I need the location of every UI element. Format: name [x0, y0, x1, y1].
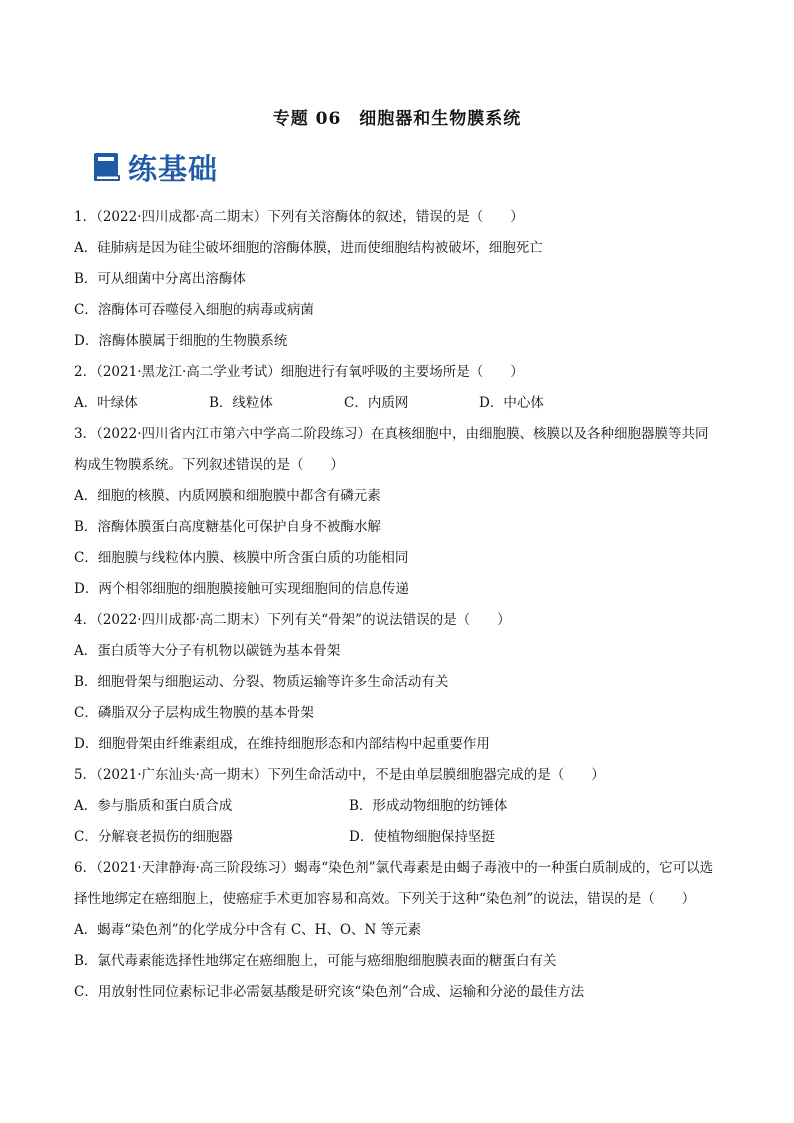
option-d: D．溶酶体膜属于细胞的生物膜系统 [74, 333, 288, 349]
option-a: A．蝎毒“染色剂”的化学成分中含有 C、H、O、N 等元素 [74, 922, 422, 938]
question-3 [74, 419, 724, 605]
question-4 [74, 605, 724, 760]
question-1 [74, 202, 724, 357]
option-a: A．蛋白质等大分子有机物以碳链为基本骨架 [74, 643, 341, 659]
option-row [74, 388, 724, 419]
option-d: D．中心体 [479, 395, 544, 411]
section-banner-label: 练基础 [128, 151, 219, 186]
page-title: 专题 06 细胞器和生物膜系统 [272, 109, 522, 129]
question-stem-line-1: 6．（2021·天津静海·高三阶段练习）蝎毒“染色剂”氯代毒素是由蝎子毒液中的一种蛋白质制成的，它可以选 [74, 860, 714, 876]
question-5 [74, 760, 724, 853]
option-d: D．细胞骨架由纤维素组成，在维持细胞形态和内部结构中起重要作用 [74, 736, 490, 752]
question-list [74, 202, 724, 1008]
option-b: B．线粒体 [209, 395, 273, 411]
option-d: D．两个相邻细胞的细胞膜接触可实现细胞间的信息传递 [74, 581, 409, 597]
option-a: A．硅肺病是因为硅尘破坏细胞的溶酶体膜，进而使细胞结构被破坏，细胞死亡 [74, 240, 543, 256]
option-c: C．磷脂双分子层构成生物膜的基本骨架 [74, 705, 314, 721]
option-b: B．溶酶体膜蛋白高度糖基化可保护自身不被酶水解 [74, 519, 381, 535]
option-c: C．溶酶体可吞噬侵入细胞的病毒或病菌 [74, 302, 314, 318]
option-d: D．使植物细胞保持坚挺 [349, 829, 495, 845]
question-stem: 1．（2022·四川成都·高二期末）下列有关溶酶体的叙述，错误的是（ ） [74, 209, 524, 225]
option-a: A．细胞的核膜、内质网膜和细胞膜中都含有磷元素 [74, 488, 381, 504]
option-b: B．氯代毒素能选择性地绑定在癌细胞上，可能与癌细胞细胞膜表面的糖蛋白有关 [74, 953, 557, 969]
question-6 [74, 853, 724, 1008]
question-stem: 4．（2022·四川成都·高二期末）下列有关“骨架”的说法错误的是（ ） [74, 612, 511, 628]
book-icon [92, 151, 122, 183]
question-stem-line-1: 3．（2022·四川省内江市第六中学高二阶段练习）在真核细胞中，由细胞膜、核膜以及各种细胞器膜等共同 [74, 426, 709, 442]
option-b: B．细胞骨架与细胞运动、分裂、物质运输等许多生命活动有关 [74, 674, 449, 690]
option-a: A．叶绿体 [74, 395, 138, 411]
option-grid [74, 791, 724, 853]
question-stem: 5．（2021·广东汕头·高一期末）下列生命活动中，不是由单层膜细胞器完成的是（ ） [74, 767, 605, 783]
question-stem-line-2: 择性地绑定在癌细胞上，使癌症手术更加容易和高效。下列关于这种“染色剂”的说法，错误的是（ ） [74, 891, 696, 907]
option-c: C．分解衰老损伤的细胞器 [74, 829, 233, 845]
question-stem: 2．（2021·黑龙江·高二学业考试）细胞进行有氧呼吸的主要场所是（ ） [74, 364, 524, 380]
option-b: B．可从细菌中分离出溶酶体 [74, 271, 246, 287]
question-stem-line-2: 构成生物膜系统。下列叙述错误的是（ ） [74, 457, 344, 473]
option-c: C．用放射性同位素标记非必需氨基酸是研究该“染色剂”合成、运输和分泌的最佳方法 [74, 984, 585, 1000]
option-c: C．细胞膜与线粒体内膜、核膜中所含蛋白质的功能相同 [74, 550, 409, 566]
option-c: C．内质网 [344, 395, 409, 411]
question-2 [74, 357, 724, 419]
section-banner [92, 148, 218, 186]
option-a: A．参与脂质和蛋白质合成 [74, 798, 233, 814]
option-b: B．形成动物细胞的纺锤体 [349, 798, 508, 814]
